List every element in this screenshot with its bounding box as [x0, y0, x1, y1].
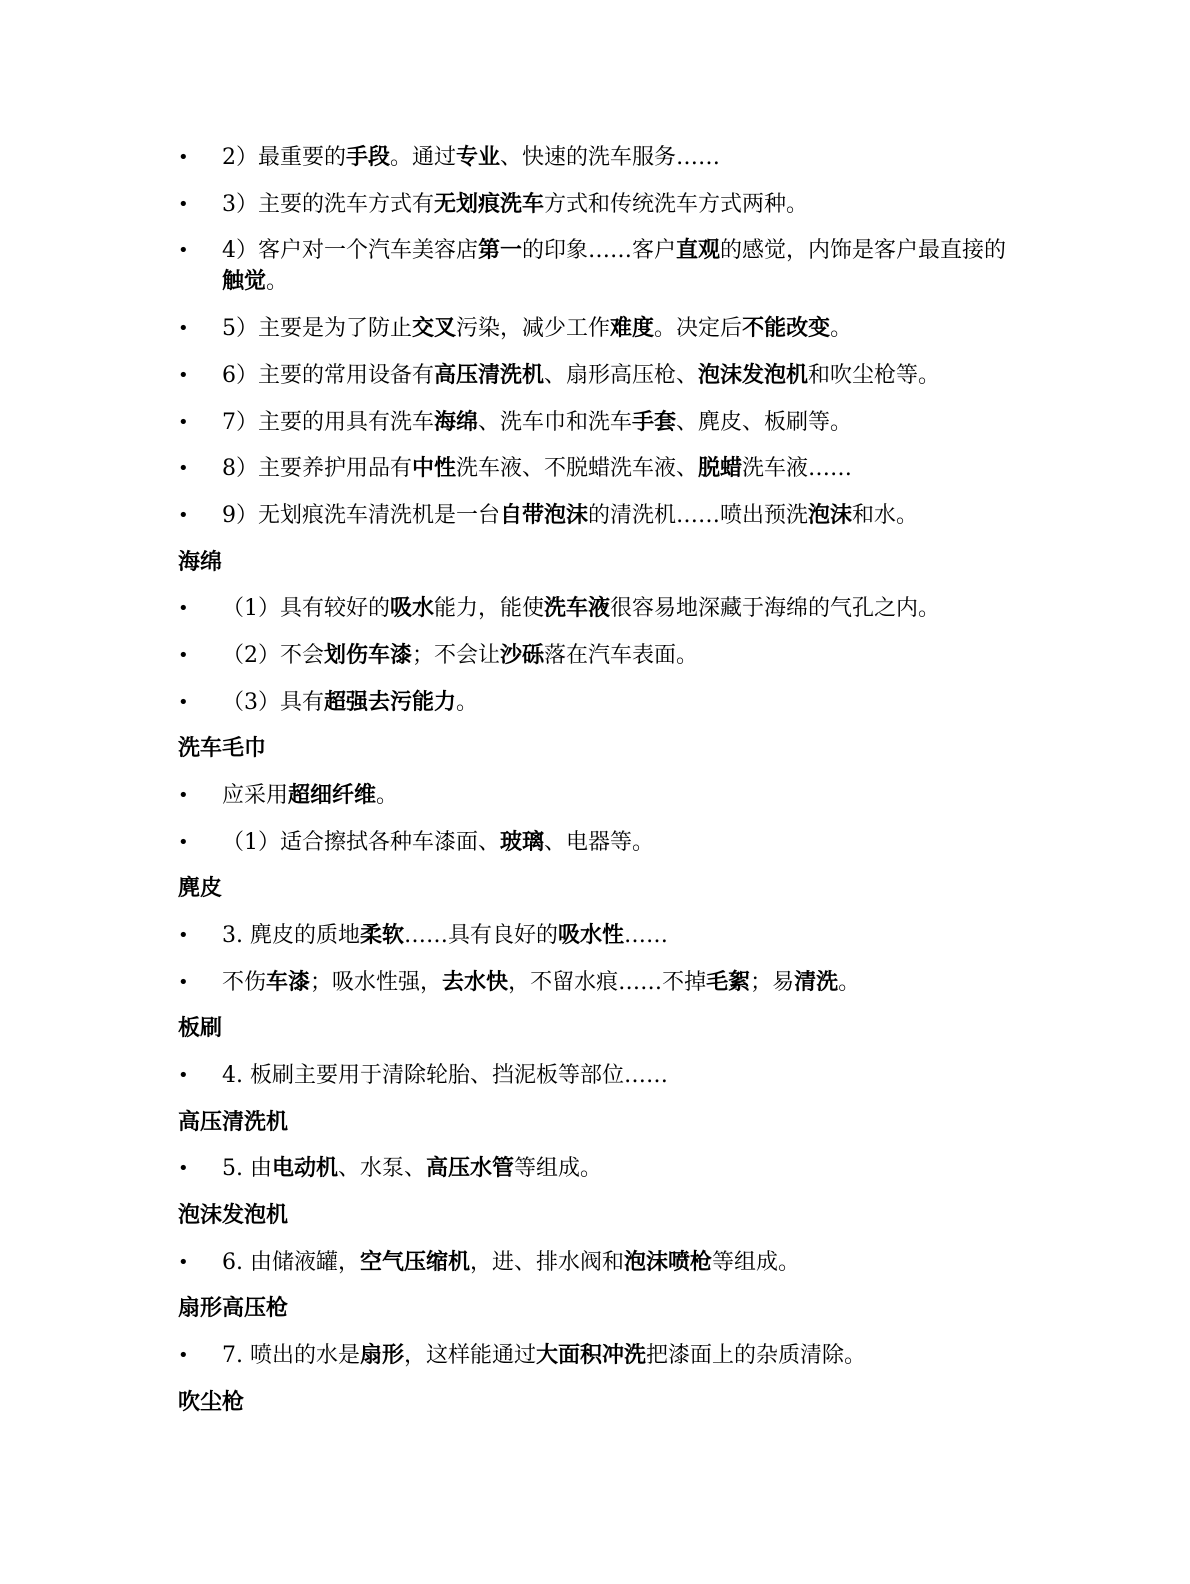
bold-keyword: 大面积冲洗: [536, 1343, 647, 1368]
list-item-text: [178, 500, 1008, 531]
text-run: ，进、排水阀和: [470, 1250, 625, 1275]
text-run: 等组成。: [514, 1156, 603, 1181]
bold-keyword: 直观: [676, 238, 721, 263]
section-heading: 板刷: [178, 1016, 223, 1041]
text-run: 。通过: [390, 145, 457, 170]
text-run: 把漆面上的杂质清除。: [646, 1343, 867, 1368]
list-item: [178, 360, 1008, 391]
text-run: ，这样能通过: [404, 1343, 537, 1368]
text-run: 。: [830, 316, 853, 341]
list-item-text: [178, 780, 1008, 811]
list-item: [178, 593, 1008, 624]
list-item-text: [178, 142, 1008, 173]
list-item-text: [178, 453, 1008, 484]
bold-keyword: 吸水: [390, 596, 435, 621]
text-run: 落在汽车表面。: [544, 643, 699, 668]
text-run: （1）适合擦拭各种车漆面、: [222, 830, 500, 855]
bold-keyword: 泡沫喷枪: [624, 1250, 713, 1275]
list-item: [178, 920, 1008, 951]
bold-keyword: 车漆: [266, 970, 311, 995]
text-run: 、扇形高压枪、: [544, 363, 699, 388]
list-item: [178, 687, 1008, 718]
bold-keyword: 电动机: [271, 1156, 338, 1181]
bold-keyword: 泡沫: [808, 503, 853, 528]
list-item: [178, 407, 1008, 438]
list-item-text: [178, 407, 1008, 438]
bold-keyword: 第一: [478, 238, 523, 263]
bold-keyword: 高压清洗机: [434, 363, 545, 388]
bold-keyword: 玻璃: [500, 830, 545, 855]
text-run: 。: [838, 970, 861, 995]
list-item-text: [178, 360, 1008, 391]
bullet-icon: •: [178, 194, 189, 215]
text-run: ；吸水性强，: [310, 970, 443, 995]
bullet-icon: •: [178, 645, 189, 666]
text-run: 、电器等。: [544, 830, 655, 855]
bullet-icon: •: [178, 832, 189, 853]
list-item-text: [178, 313, 1008, 344]
list-item: [178, 1060, 1008, 1091]
bold-keyword: 泡沫发泡机: [698, 363, 809, 388]
bold-keyword: 吸水性: [558, 923, 625, 948]
text-run: 洗车液、不脱蜡洗车液、: [456, 456, 699, 481]
text-run: 和水。: [852, 503, 919, 528]
list-item-text: [178, 1340, 1008, 1371]
text-run: ，不留水痕……不掉: [508, 970, 707, 995]
list-item-text: [178, 967, 1008, 998]
bold-keyword: 自带泡沫: [500, 503, 589, 528]
text-run: 4）客户对一个汽车美容店: [222, 238, 478, 263]
bold-keyword: 难度: [610, 316, 655, 341]
bullet-icon: •: [178, 1345, 189, 1366]
bullet-icon: •: [178, 458, 189, 479]
list-item-text: [178, 687, 1008, 718]
text-run: 。: [376, 783, 399, 808]
bold-keyword: 专业: [456, 145, 501, 170]
text-run: 3. 麂皮的质地: [222, 923, 360, 948]
list-item: [178, 500, 1008, 531]
text-run: ……: [624, 923, 669, 948]
bold-keyword: 触觉: [222, 269, 267, 294]
list-item: [178, 313, 1008, 344]
bold-keyword: 交叉: [412, 316, 457, 341]
bold-keyword: 超强去污能力: [324, 690, 457, 715]
bold-keyword: 超细纤维: [288, 783, 377, 808]
text-run: 。: [266, 269, 289, 294]
bold-keyword: 海绵: [434, 410, 479, 435]
list-item: [178, 189, 1008, 220]
bold-keyword: 扇形: [359, 1343, 404, 1368]
list-item: [178, 235, 1008, 297]
bullet-icon: •: [178, 365, 189, 386]
text-run: 的印象……客户: [522, 238, 677, 263]
bold-keyword: 不能改变: [742, 316, 831, 341]
text-run: 5. 由: [222, 1156, 272, 1181]
text-run: 3）主要的洗车方式有: [222, 192, 434, 217]
list-item-text: [178, 189, 1008, 220]
list-item: [178, 640, 1008, 671]
text-run: 。决定后: [654, 316, 743, 341]
list-item: [178, 1153, 1008, 1184]
bullet-icon: •: [178, 925, 189, 946]
section-heading: 洗车毛巾: [178, 736, 267, 761]
bold-keyword: 高压水管: [426, 1156, 515, 1181]
bullet-icon: •: [178, 598, 189, 619]
list-item: [178, 453, 1008, 484]
bullet-icon: •: [178, 147, 189, 168]
text-run: 不伤: [222, 970, 267, 995]
text-run: 污染，减少工作: [456, 316, 611, 341]
bullet-icon: •: [178, 412, 189, 433]
text-run: 能力，能使: [434, 596, 545, 621]
list-item: [178, 827, 1008, 858]
list-item: [178, 780, 1008, 811]
list-item-text: [178, 593, 1008, 624]
text-run: ……具有良好的: [404, 923, 559, 948]
list-item-text: [178, 1060, 1008, 1091]
bold-keyword: 无划痕洗车: [434, 192, 545, 217]
bullet-icon: •: [178, 972, 189, 993]
bullet-icon: •: [178, 692, 189, 713]
bold-keyword: 洗车液: [544, 596, 611, 621]
text-run: 9）无划痕洗车清洗机是一台: [222, 503, 500, 528]
text-run: 、水泵、: [338, 1156, 427, 1181]
text-run: 和吹尘枪等。: [808, 363, 941, 388]
bold-keyword: 去水快: [442, 970, 509, 995]
section-heading: 麂皮: [178, 876, 223, 901]
bold-keyword: 手段: [346, 145, 391, 170]
text-run: 应采用: [222, 783, 289, 808]
bold-keyword: 空气压缩机: [359, 1250, 470, 1275]
list-item-text: [178, 1153, 1008, 1184]
list-item-text: [178, 235, 1008, 297]
list-item-text: [178, 827, 1008, 858]
text-run: 2）最重要的: [222, 145, 346, 170]
section-heading: 高压清洗机: [178, 1110, 289, 1135]
text-run: 4. 板刷主要用于清除轮胎、挡泥板等部位……: [222, 1063, 668, 1088]
bold-keyword: 中性: [412, 456, 457, 481]
text-run: ；易: [750, 970, 795, 995]
list-item-text: [178, 640, 1008, 671]
text-run: 洗车液……: [742, 456, 853, 481]
list-item: [178, 142, 1008, 173]
list-item-text: [178, 1247, 1008, 1278]
section-heading: 吹尘枪: [178, 1390, 245, 1415]
text-run: （2）不会: [222, 643, 324, 668]
text-run: 很容易地深藏于海绵的气孔之内。: [610, 596, 941, 621]
text-run: 6）主要的常用设备有: [222, 363, 434, 388]
bold-keyword: 脱蜡: [698, 456, 743, 481]
text-run: 、麂皮、板刷等。: [676, 410, 853, 435]
text-run: 8）主要养护用品有: [222, 456, 412, 481]
list-item: [178, 1340, 1008, 1371]
text-run: ；不会让: [412, 643, 501, 668]
text-run: 的清洗机……喷出预洗: [588, 503, 809, 528]
text-run: 7）主要的用具有洗车: [222, 410, 434, 435]
bullet-icon: •: [178, 318, 189, 339]
text-run: 7. 喷出的水是: [222, 1343, 360, 1368]
text-run: 。: [456, 690, 479, 715]
bullet-icon: •: [178, 1252, 189, 1273]
bold-keyword: 毛絮: [706, 970, 751, 995]
text-run: 、快速的洗车服务……: [500, 145, 721, 170]
section-heading: 海绵: [178, 550, 223, 575]
text-run: （3）具有: [222, 690, 324, 715]
text-run: 5）主要是为了防止: [222, 316, 412, 341]
text-run: 方式和传统洗车方式两种。: [544, 192, 809, 217]
list-item: [178, 967, 1008, 998]
bullet-icon: •: [178, 785, 189, 806]
bold-keyword: 清洗: [794, 970, 839, 995]
bold-keyword: 沙砾: [500, 643, 545, 668]
section-heading: 扇形高压枪: [178, 1296, 289, 1321]
bold-keyword: 划伤车漆: [324, 643, 413, 668]
bold-keyword: 手套: [632, 410, 677, 435]
bold-keyword: 柔软: [359, 923, 404, 948]
bullet-icon: •: [178, 1158, 189, 1179]
text-run: （1）具有较好的: [222, 596, 390, 621]
list-item: [178, 1247, 1008, 1278]
list-item-text: [178, 920, 1008, 951]
text-run: 6. 由储液罐，: [222, 1250, 360, 1275]
bullet-icon: •: [178, 505, 189, 526]
text-run: 等组成。: [712, 1250, 801, 1275]
section-heading: 泡沫发泡机: [178, 1203, 289, 1228]
bullet-icon: •: [178, 240, 189, 261]
bullet-icon: •: [178, 1065, 189, 1086]
text-run: 、洗车巾和洗车: [478, 410, 633, 435]
text-run: 的感觉，内饰是客户最直接的: [720, 238, 1007, 263]
